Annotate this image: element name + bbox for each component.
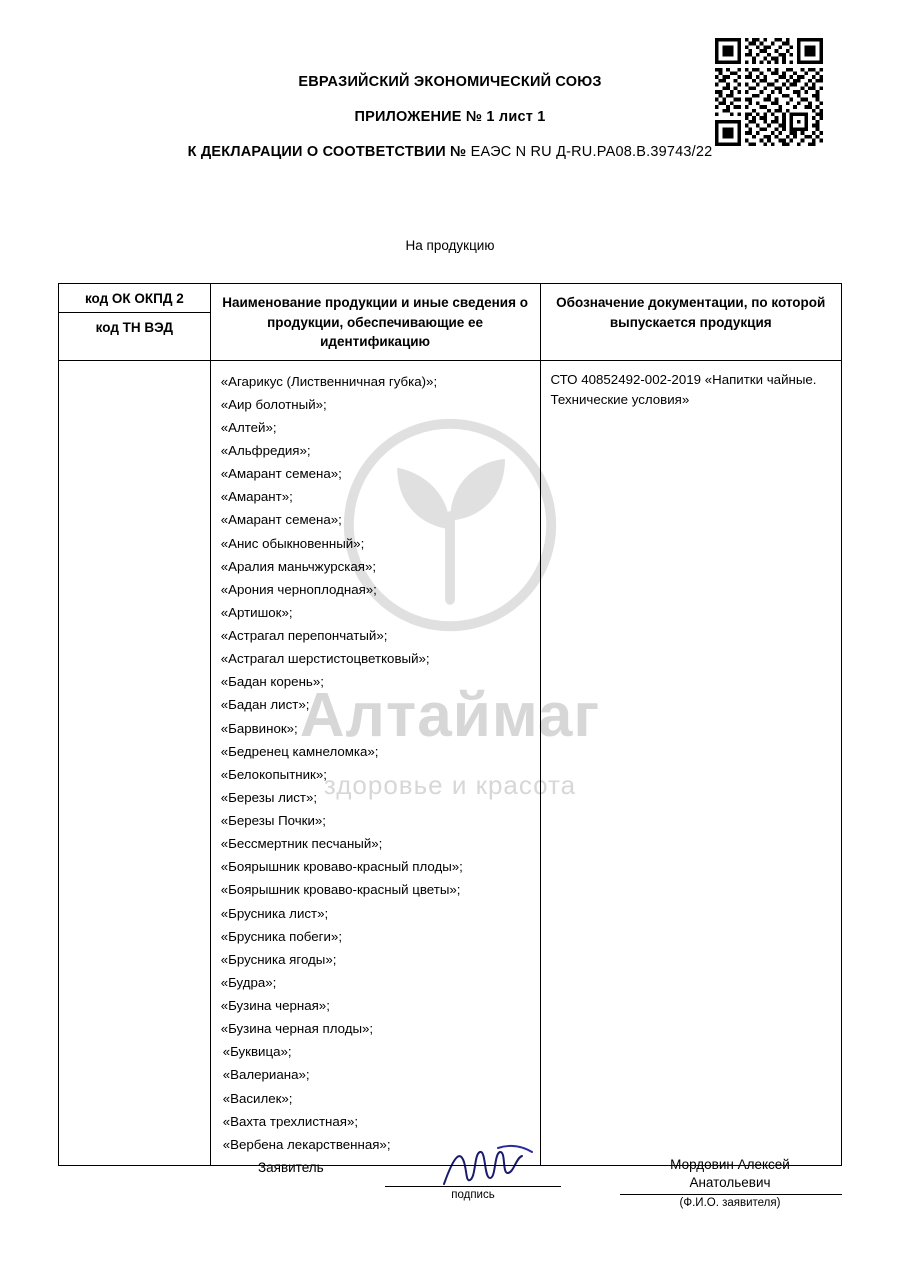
list-item: «Боярышник кроваво-красный цветы»; bbox=[220, 882, 461, 898]
cell-codes bbox=[59, 360, 211, 1165]
list-item: «Альфредия»; bbox=[220, 443, 311, 459]
list-item: «Агарикус (Лиственничная губка)»; bbox=[220, 373, 438, 389]
list-item: «Бузина черная плоды»; bbox=[220, 1021, 374, 1037]
list-item: «Брусника побеги»; bbox=[220, 928, 343, 944]
applicant-caption: (Ф.И.О. заявителя) bbox=[679, 1197, 781, 1209]
cell-documentation: СТО 40852492-002-2019 «Напитки чайные. Технические условия» bbox=[540, 360, 842, 1165]
appendix-title: ПРИЛОЖЕНИЕ № 1 лист 1 bbox=[354, 109, 546, 125]
list-item: «Вербена лекарственная»; bbox=[222, 1136, 391, 1152]
list-item: «Бедренец камнеломка»; bbox=[220, 743, 379, 759]
header-documentation: Обозначение документации, по которой выпускается продукция bbox=[540, 284, 842, 361]
list-item: «Амарант»; bbox=[220, 489, 293, 505]
applicant-name-line2: Анатольевич bbox=[689, 1175, 771, 1191]
list-item: «Аралия маньчжурская»; bbox=[220, 558, 377, 574]
list-item: «Боярышник кроваво-красный плоды»; bbox=[220, 859, 463, 875]
list-item: «Артишок»; bbox=[220, 604, 293, 620]
list-item: «Березы лист»; bbox=[220, 789, 318, 805]
applicant-name-rule bbox=[620, 1194, 842, 1195]
product-table bbox=[58, 283, 842, 1166]
signature-rule bbox=[385, 1186, 561, 1187]
list-item: «Валериана»; bbox=[222, 1067, 310, 1083]
list-item: «Алтей»; bbox=[220, 419, 277, 435]
watermark-brand: Алтаймаг bbox=[299, 681, 601, 750]
list-item: «Василек»; bbox=[222, 1090, 293, 1106]
list-item: «Барвинок»; bbox=[220, 720, 298, 736]
list-item: «Амарант семена»; bbox=[220, 466, 342, 482]
list-item: «Бузина черная»; bbox=[220, 998, 330, 1014]
cell-product-list bbox=[210, 360, 540, 1165]
list-item: «Вахта трехлистная»; bbox=[222, 1113, 359, 1129]
header-product-name: Наименование продукции и иные сведения о продукции, обеспечивающие ее идентификацию bbox=[210, 284, 540, 361]
list-item: «Амарант семена»; bbox=[220, 512, 342, 528]
list-item: «Брусника ягоды»; bbox=[220, 951, 337, 967]
document-header bbox=[0, 74, 900, 160]
product-subtitle: На продукцию bbox=[405, 238, 495, 253]
header-tnved-code: код ТН ВЭД bbox=[95, 320, 174, 335]
header-okpd-code: код ОК ОКПД 2 bbox=[59, 284, 210, 313]
applicant-name-line1: Мордовин Алексей bbox=[670, 1157, 790, 1172]
list-item: «Бессмертник песчаный»; bbox=[220, 836, 383, 852]
product-list bbox=[221, 370, 534, 1156]
list-item: «Арония черноплодная»; bbox=[220, 581, 377, 597]
header-cell-codes bbox=[59, 284, 211, 361]
list-item: «Белокопытник»; bbox=[220, 766, 327, 782]
list-item: «Бадан корень»; bbox=[220, 674, 324, 690]
table-body-row bbox=[59, 360, 842, 1165]
declaration-line bbox=[0, 144, 900, 160]
list-item: «Астрагал перепончатый»; bbox=[220, 628, 388, 644]
list-item: «Бадан лист»; bbox=[220, 697, 310, 713]
list-item: «Анис обыкновенный»; bbox=[220, 535, 365, 551]
list-item: «Аир болотный»; bbox=[220, 396, 327, 412]
watermark-tagline: здоровье и красота bbox=[323, 770, 577, 800]
list-item: «Астрагал шерстистоцветковый»; bbox=[220, 651, 430, 667]
declaration-prefix: К ДЕКЛАРАЦИИ О СООТВЕТСТВИИ № bbox=[187, 144, 467, 160]
list-item: «Березы Почки»; bbox=[220, 813, 326, 829]
declaration-number: ЕАЭС N RU Д-RU.РА08.В.39743/22 bbox=[470, 144, 713, 160]
table-header-row bbox=[59, 284, 842, 361]
organization-title: ЕВРАЗИЙСКИЙ ЭКОНОМИЧЕСКИЙ СОЮЗ bbox=[298, 74, 602, 90]
signature-caption: подпись bbox=[451, 1189, 495, 1201]
applicant-label: Заявитель bbox=[258, 1160, 324, 1175]
list-item: «Буквица»; bbox=[222, 1044, 292, 1060]
list-item: «Будра»; bbox=[220, 974, 277, 990]
list-item: «Брусника лист»; bbox=[220, 905, 329, 921]
